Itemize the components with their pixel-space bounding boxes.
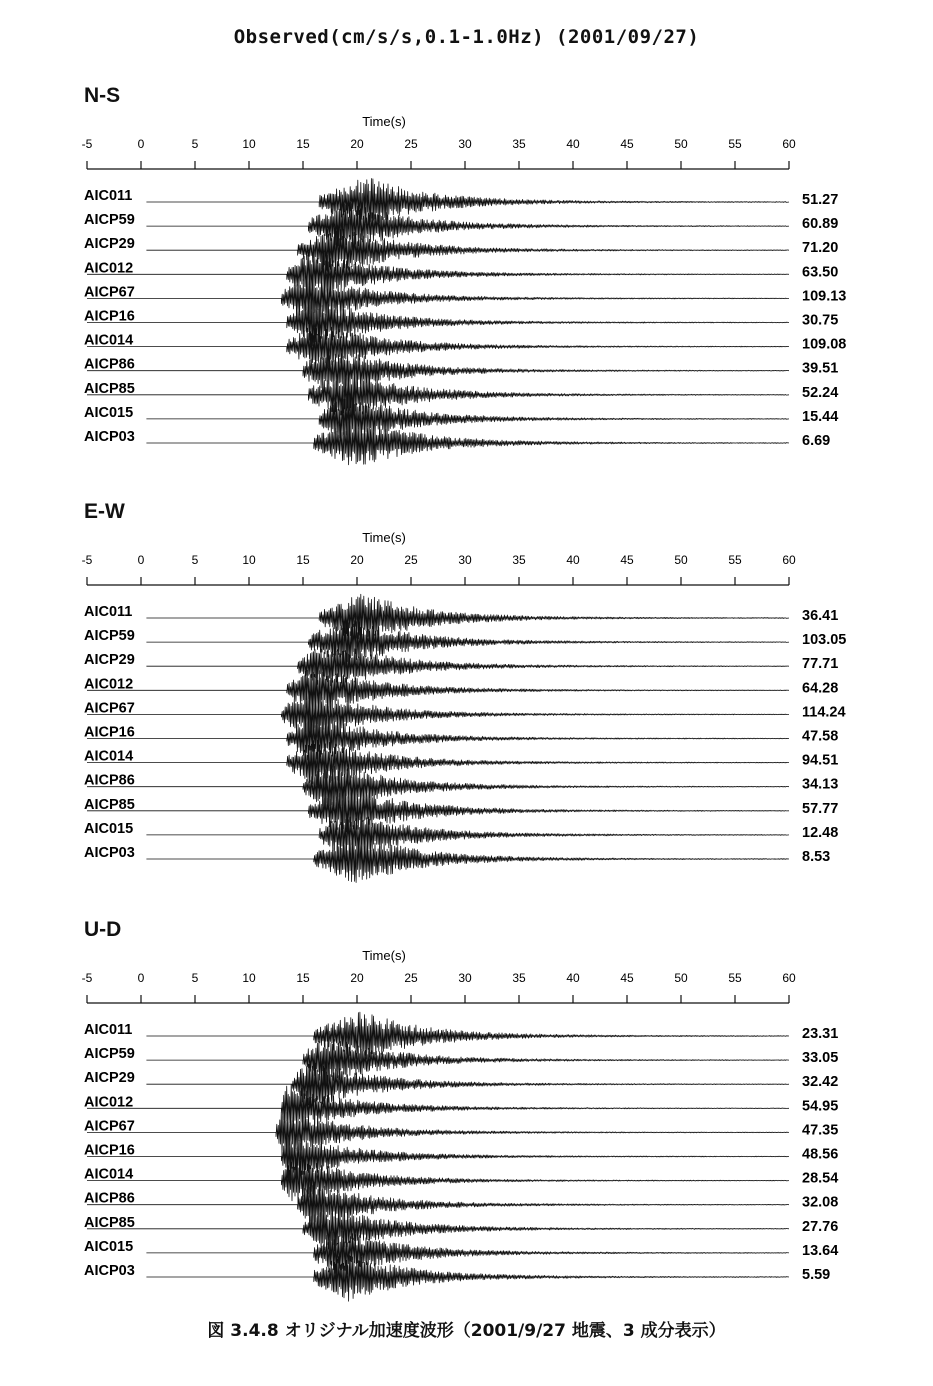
- peak-value-label: 13.64: [802, 1242, 839, 1259]
- waveform-trace: [87, 668, 789, 714]
- peak-value-label: 6.69: [802, 433, 831, 449]
- peak-value-label: 23.31: [802, 1026, 839, 1042]
- station-label: AICP59: [84, 1046, 135, 1063]
- waveform-trace: [146, 1256, 789, 1302]
- x-tick-label: 55: [728, 553, 742, 567]
- x-tick-label: 15: [296, 553, 310, 567]
- station-label: AICP59: [84, 628, 135, 645]
- x-tick-label: 50: [674, 553, 688, 567]
- peak-value-label: 27.76: [802, 1218, 839, 1235]
- waveform-trace: [87, 1134, 789, 1180]
- x-axis-title: Time(s): [362, 530, 406, 545]
- waveform-trace: [87, 349, 789, 392]
- ud-waveform-chart: [0, 948, 933, 1328]
- x-tick-label: 55: [728, 971, 742, 985]
- peak-value-label: 103.05: [802, 632, 847, 649]
- peak-value-label: 48.56: [802, 1146, 839, 1163]
- x-tick-label: 15: [296, 971, 310, 985]
- waveform-trace: [146, 594, 789, 639]
- station-label: AICP86: [84, 1190, 135, 1207]
- x-tick-label: 20: [350, 137, 364, 151]
- peak-value-label: 47.35: [802, 1122, 839, 1139]
- peak-value-label: 52.24: [802, 384, 839, 401]
- station-label: AICP85: [84, 1214, 135, 1231]
- peak-value-label: 77.71: [802, 656, 839, 673]
- station-label: AIC012: [84, 676, 134, 693]
- station-label: AICP16: [84, 308, 135, 325]
- station-label: AICP59: [84, 212, 135, 229]
- x-tick-label: 40: [566, 971, 580, 985]
- peak-value-label: 8.53: [802, 849, 831, 865]
- station-label: AICP16: [84, 1142, 135, 1159]
- waveform-trace: [87, 766, 789, 810]
- x-tick-label: 60: [782, 137, 796, 151]
- waveform-trace: [87, 1182, 789, 1228]
- x-tick-label: -5: [81, 137, 93, 151]
- station-label: AICP86: [84, 356, 135, 373]
- x-tick-label: 10: [242, 137, 256, 151]
- x-tick-label: 45: [620, 553, 634, 567]
- waveform-trace: [87, 252, 789, 295]
- station-label: AICP29: [84, 236, 135, 253]
- x-tick-label: 20: [350, 971, 364, 985]
- waveform-trace: [146, 419, 789, 465]
- x-tick-label: -5: [81, 971, 93, 985]
- station-label: AIC015: [84, 404, 134, 421]
- waveform-trace: [87, 740, 789, 788]
- peak-value-label: 36.41: [802, 608, 839, 624]
- x-tick-label: 35: [512, 971, 526, 985]
- waveform-trace: [87, 322, 789, 369]
- station-label: AIC012: [84, 1094, 134, 1111]
- x-tick-label: 0: [137, 137, 145, 151]
- station-label: AICP85: [84, 380, 135, 397]
- peak-value-label: 63.50: [802, 264, 839, 281]
- waveform-trace: [146, 620, 789, 666]
- station-label: AICP03: [84, 845, 135, 861]
- x-tick-label: 5: [191, 553, 199, 567]
- peak-value-label: 109.13: [802, 288, 847, 305]
- x-tick-label: 45: [620, 137, 634, 151]
- x-tick-label: 30: [458, 553, 472, 567]
- station-label: AIC011: [84, 188, 133, 204]
- waveform-trace: [146, 1063, 789, 1108]
- peak-value-label: 54.95: [802, 1098, 839, 1115]
- peak-value-label: 60.89: [802, 216, 839, 233]
- station-label: AICP29: [84, 652, 135, 669]
- station-label: AIC012: [84, 260, 134, 277]
- peak-value-label: 34.13: [802, 776, 839, 793]
- waveform-trace: [146, 395, 789, 441]
- waveform-trace: [146, 202, 789, 247]
- x-axis-title: Time(s): [362, 948, 406, 963]
- station-label: AICP86: [84, 772, 135, 789]
- x-tick-label: 15: [296, 137, 310, 151]
- waveform-trace: [87, 1157, 789, 1203]
- station-label: AIC015: [84, 1238, 134, 1255]
- station-label: AICP29: [84, 1070, 135, 1087]
- station-label: AICP67: [84, 1118, 135, 1135]
- peak-value-label: 33.05: [802, 1050, 839, 1067]
- station-label: AIC015: [84, 820, 134, 837]
- waveform-trace: [146, 179, 789, 228]
- x-tick-label: 10: [242, 553, 256, 567]
- station-label: AIC011: [84, 1022, 133, 1038]
- station-label: AICP16: [84, 724, 135, 741]
- peak-value-label: 39.51: [802, 360, 839, 377]
- waveform-trace: [146, 644, 789, 686]
- x-tick-label: -5: [81, 553, 93, 567]
- peak-value-label: 109.08: [802, 336, 847, 353]
- x-tick-label: 30: [458, 137, 472, 151]
- peak-value-label: 12.48: [802, 824, 839, 841]
- peak-value-label: 114.24: [802, 704, 846, 721]
- x-tick-label: 40: [566, 137, 580, 151]
- x-tick-label: 5: [191, 971, 199, 985]
- x-tick-label: 20: [350, 553, 364, 567]
- x-tick-label: 40: [566, 553, 580, 567]
- panel-label: N-S: [84, 84, 121, 107]
- waveform-trace: [87, 787, 789, 832]
- waveform-trace: [87, 370, 789, 418]
- x-tick-label: 60: [782, 553, 796, 567]
- x-tick-label: 50: [674, 971, 688, 985]
- station-label: AICP03: [84, 429, 135, 445]
- ew-waveform-chart: [0, 530, 933, 910]
- x-tick-label: 0: [137, 553, 145, 567]
- peak-value-label: 47.58: [802, 728, 839, 745]
- waveform-trace: [146, 226, 789, 271]
- x-tick-label: 0: [137, 971, 145, 985]
- ns-waveform-chart: [0, 114, 933, 494]
- panel-label: E-W: [84, 500, 125, 523]
- station-label: AICP67: [84, 284, 135, 301]
- x-tick-label: 25: [404, 553, 418, 567]
- peak-value-label: 5.59: [802, 1267, 831, 1283]
- x-tick-label: 45: [620, 971, 634, 985]
- waveform-trace: [87, 1084, 789, 1127]
- station-label: AICP67: [84, 700, 135, 717]
- waveform-trace: [87, 691, 789, 737]
- station-label: AICP03: [84, 1263, 135, 1279]
- x-tick-label: 25: [404, 137, 418, 151]
- waveform-trace: [87, 274, 789, 324]
- peak-value-label: 32.08: [802, 1194, 839, 1211]
- x-tick-label: 35: [512, 553, 526, 567]
- waveform-trace: [146, 835, 789, 883]
- station-label: AIC014: [84, 748, 134, 765]
- peak-value-label: 94.51: [802, 752, 839, 769]
- waveform-trace: [87, 715, 789, 760]
- x-tick-label: 50: [674, 137, 688, 151]
- x-tick-label: 10: [242, 971, 256, 985]
- waveform-trace: [146, 1231, 789, 1276]
- waveform-trace: [146, 811, 789, 861]
- waveform-trace: [146, 1012, 789, 1059]
- x-tick-label: 5: [191, 137, 199, 151]
- station-label: AIC011: [84, 604, 133, 620]
- waveform-trace: [87, 1111, 789, 1157]
- peak-value-label: 32.42: [802, 1074, 839, 1091]
- page-title: Observed(cm/s/s,0.1-1.0Hz) (2001/09/27): [233, 26, 700, 48]
- peak-value-label: 64.28: [802, 680, 839, 697]
- waveform-trace: [146, 1036, 789, 1086]
- peak-value-label: 71.20: [802, 240, 839, 257]
- peak-value-label: 51.27: [802, 192, 839, 208]
- figure-caption: 図 3.4.8 オリジナル加速度波形（2001/9/27 地震、3 成分表示）: [207, 1321, 726, 1341]
- station-label: AIC014: [84, 332, 134, 349]
- panel-label: U-D: [84, 918, 122, 941]
- peak-value-label: 57.77: [802, 800, 839, 817]
- x-tick-label: 25: [404, 971, 418, 985]
- waveform-trace: [87, 1206, 789, 1251]
- x-axis-title: Time(s): [362, 114, 406, 129]
- station-label: AIC014: [84, 1166, 134, 1183]
- x-tick-label: 60: [782, 971, 796, 985]
- x-tick-label: 55: [728, 137, 742, 151]
- x-tick-label: 35: [512, 137, 526, 151]
- peak-value-label: 30.75: [802, 312, 839, 329]
- peak-value-label: 15.44: [802, 408, 839, 425]
- waveform-trace: [87, 299, 789, 346]
- x-tick-label: 30: [458, 971, 472, 985]
- peak-value-label: 28.54: [802, 1170, 839, 1187]
- station-label: AICP85: [84, 796, 135, 813]
